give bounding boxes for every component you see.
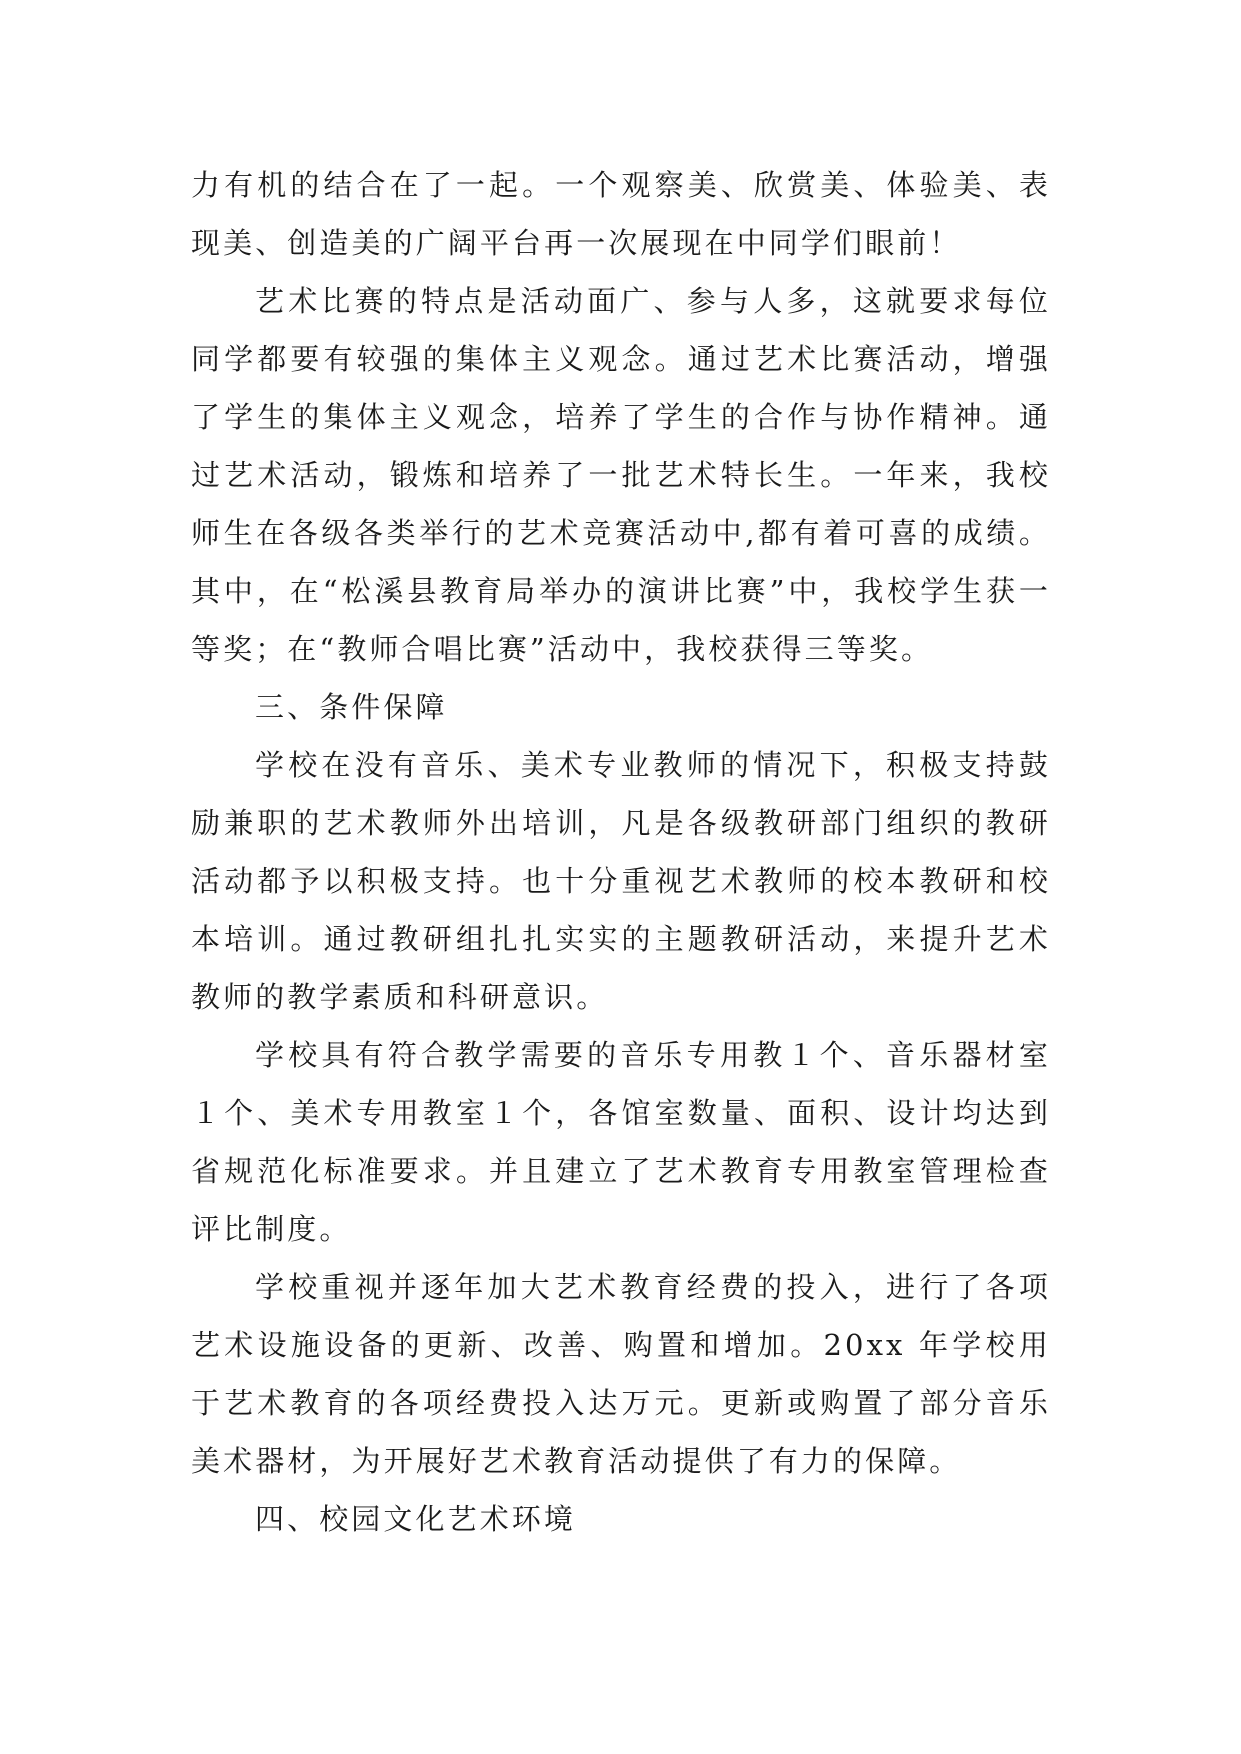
paragraph-facilities: 学校具有符合教学需要的音乐专用教１个、音乐器材室１个、美术专用教室１个，各馆室数量、面积、设计均达到省规范化标准要求。并且建立了艺术教育专用教室管理检查评比制度。: [191, 1038, 1051, 1246]
document-page: [191, 156, 1051, 1548]
paragraph-continuation: 力有机的结合在了一起。一个观察美、欣赏美、体验美、表现美、创造美的广阔平台再一次展现在中同学们眼前！: [191, 168, 1051, 260]
section-heading-campus-culture: 四、校园文化艺术环境: [255, 1502, 577, 1536]
paragraph-art-competition: 艺术比赛的特点是活动面广、参与人多，这就要求每位同学都要有较强的集体主义观念。通过艺术比赛活动，增强了学生的集体主义观念，培养了学生的合作与协作精神。通过艺术活动，锻炼和培养了一批艺术特长生。一年来，我校师生在各级各类举行的艺术竞赛活动中,都有着可喜的成绩。其中，在“松溪县教育局举办的演讲比赛”中，我校学生获一等奖；在“教师合唱比赛”活动中，我校获得三等奖。: [191, 284, 1051, 666]
section-heading-conditions: 三、条件保障: [255, 690, 448, 724]
paragraph-teacher-training: 学校在没有音乐、美术专业教师的情况下，积极支持鼓励兼职的艺术教师外出培训，凡是各级教研部门组织的教研活动都予以积极支持。也十分重视艺术教师的校本教研和校本培训。通过教研组扎扎实实的主题教研活动，来提升艺术教师的教学素质和科研意识。: [191, 748, 1051, 1014]
paragraph-funding: 学校重视并逐年加大艺术教育经费的投入，进行了各项艺术设施设备的更新、改善、购置和增加。20xx 年学校用于艺术教育的各项经费投入达万元。更新或购置了部分音乐美术器材，为开展好艺术教育活动提供了有力的保障。: [191, 1270, 1051, 1478]
